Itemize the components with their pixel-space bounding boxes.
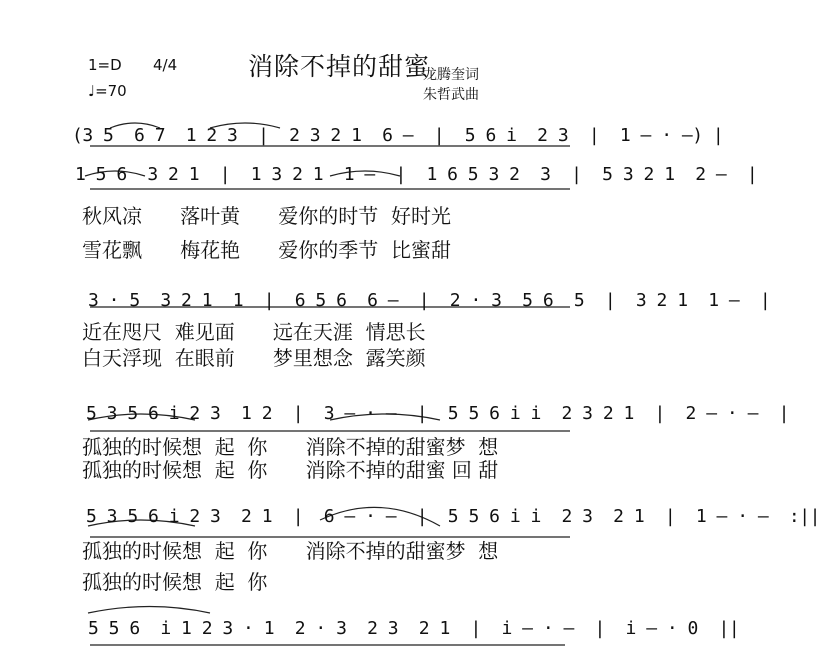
system-5-notes: 5 3 5 6 i 2 3 2 1 | 6 — · — | 5 5 6 i i 2 3 2 1 | 1 — · — :||	[86, 506, 820, 527]
system-2-lyric-2: 雪花飘 梅花艳 爱你的季节 比蜜甜	[82, 238, 452, 262]
song-title: 消除不掉的甜蜜	[248, 52, 431, 81]
system-2-notes: 1 5 6 3 2 1 | 1 3 2 1 1 — | 1 6 5 3 2 3 | 5 3 2 1 2 — |	[75, 164, 758, 185]
system-2-lyric-1: 秋风凉 落叶黄 爱你的时节 好时光	[82, 204, 452, 228]
system-4-lyric-1: 孤独的时候想 起 你 消除不掉的甜蜜梦 想	[82, 435, 499, 459]
key-signature: 1=D	[88, 56, 122, 74]
system-6-notes: 5 5 6 i 1 2 3 · 1 2 · 3 2 3 2 1 | i — · — | i — · 0 ||	[88, 618, 740, 639]
system-3-lyric-2: 白天浮现 在眼前 梦里想念 露笑颜	[82, 346, 426, 370]
system-1-notes: (3 5 6 7 1 2 3 | 2 3 2 1 6 — | 5 6 i 2 3 | 1 — · —) |	[72, 125, 724, 146]
tempo-marking: ♩=70	[88, 82, 127, 100]
system-3-lyric-1: 近在咫尺 难见面 远在天涯 情思长	[82, 320, 426, 344]
system-5-lyric-1: 孤独的时候想 起 你 消除不掉的甜蜜梦 想	[82, 539, 499, 563]
system-4-notes: 5 3 5 6 i 2 3 1 2 | 3 — · — | 5 5 6 i i 2 3 2 1 | 2 — · — |	[86, 403, 789, 424]
composer-credit: 朱哲武曲	[423, 87, 479, 103]
system-4-lyric-2: 孤独的时候想 起 你 消除不掉的甜蜜 回 甜	[82, 458, 499, 482]
time-signature: 4/4	[153, 56, 178, 74]
system-5-lyric-2: 孤独的时候想 起 你	[82, 570, 268, 594]
system-3-notes: 3 · 5 3 2 1 1 | 6 5 6 6 — | 2 · 3 5 6 5 | 3 2 1 1 — |	[88, 290, 771, 311]
lyricist-credit: 龙腾奎词	[423, 67, 479, 83]
